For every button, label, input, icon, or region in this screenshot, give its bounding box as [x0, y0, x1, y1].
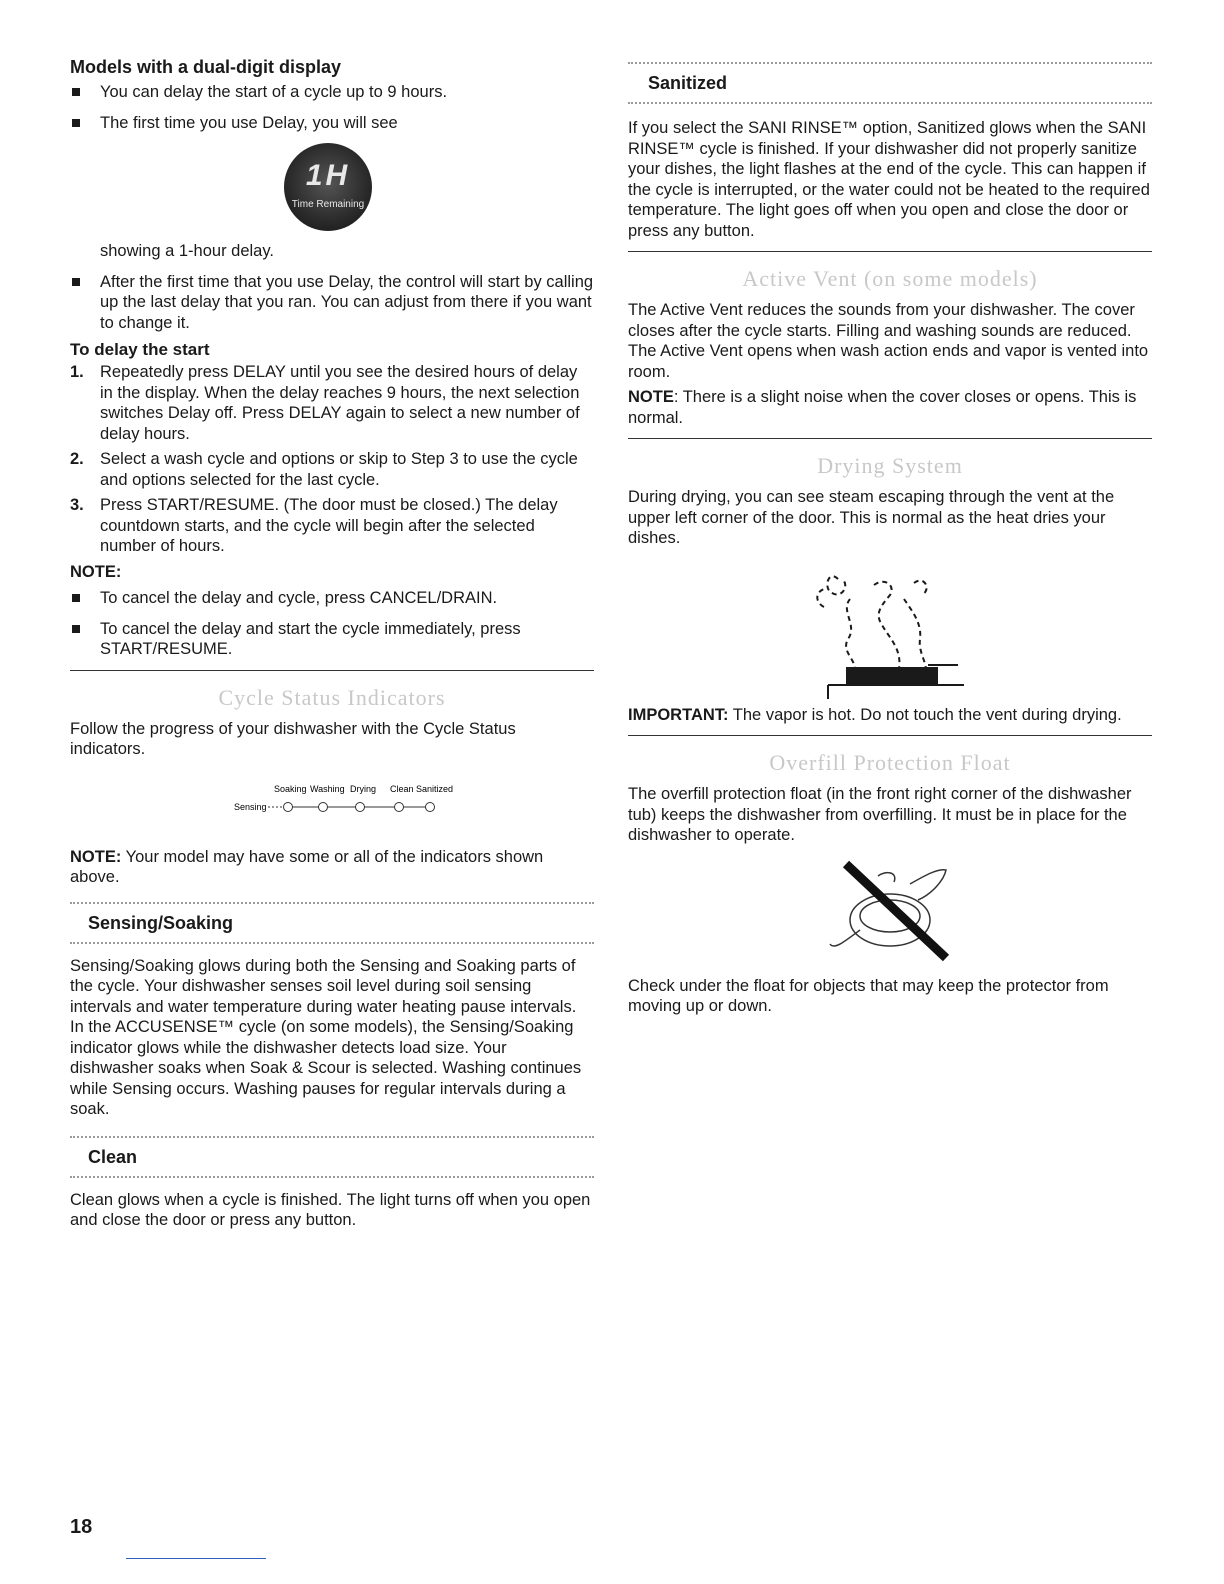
page-number: 18 — [70, 1516, 93, 1538]
indicator-label-sensing: Sensing — [234, 801, 267, 812]
sanitized-text: If you select the SANI RINSE™ option, Sanitized glows when the SANI RINSE™ cycle is finished. If your dishwasher did not properly sanitize your dishes, the light flashes at the end of the cycle. This can happen if the cycle is interrupted, or the water could not be heated to the required temperature. The light goes off when you open and close the door or press any button. — [628, 119, 1150, 240]
note-text: Your model may have some or all of the indicators shown above. — [70, 847, 544, 886]
important-label: IMPORTANT: — [628, 705, 729, 724]
list-item: To cancel the delay and cycle, press CANCEL/DRAIN. — [70, 588, 594, 609]
step-number: 3. — [70, 496, 84, 514]
left-column — [70, 56, 594, 1231]
step-number: 1. — [70, 363, 84, 381]
overfill-heading: Overfill Protection Float — [769, 750, 1011, 775]
no-float-blocking-icon — [628, 846, 1152, 974]
overfill-float-illustration — [628, 846, 1152, 974]
delay-display-icon — [284, 143, 372, 231]
list-item: After the first time that you use Delay, the control will start by calling up the last delay that you ran. You can adjust from there if you want to change it. — [70, 272, 594, 334]
note-label: NOTE: — [70, 847, 122, 866]
indicator-label-washing: Washing — [310, 783, 345, 794]
cycle-status-note — [70, 847, 594, 888]
indicator-label-soaking: Soaking — [274, 783, 307, 794]
indicator-label-clean: Clean — [390, 783, 414, 794]
active-vent-heading: Active Vent (on some models) — [742, 266, 1038, 291]
indicator-light-washing — [319, 802, 328, 811]
footer-line — [126, 1558, 266, 1559]
cycle-status-diagram — [70, 778, 594, 833]
step-text: Repeatedly press DELAY until you see the desired hours of delay in the display. When the delay reaches 9 hours, the next selection switches Delay off. Press DELAY again to select a new number of delay hours. — [100, 363, 580, 443]
indicator-label-drying: Drying — [350, 783, 377, 794]
section-divider — [628, 735, 1152, 736]
indicator-light-clean — [395, 802, 404, 811]
list-item: To cancel the delay and start the cycle immediately, press START/RESUME. — [70, 619, 594, 660]
step-text: Select a wash cycle and options or skip to Step 3 to use the cycle and options selected for the last cycle. — [100, 450, 578, 489]
step-number: 2. — [70, 450, 84, 468]
note-label: NOTE: — [70, 562, 122, 581]
important-text: The vapor is hot. Do not touch the vent during drying. — [728, 705, 1122, 724]
delay-start-heading: To delay the start — [70, 340, 210, 359]
important-note — [628, 705, 1152, 726]
sensing-soaking-text: Sensing/Soaking glows during both the Sensing and Soaking parts of the cycle. Your dishwasher senses soil level during soil sensing intervals and water temperature during water heating pause intervals. In the ACCUSENSE™ cycle (on some models), the Sensing/Soaking indicator glows while the dishwasher detects load size. Your dishwasher soaks when Soak & Scour is selected. Washing continues while Sensing occurs. Washing pauses for regular intervals during a soak. — [70, 956, 582, 1118]
note-text: : There is a slight noise when the cover closes or opens. This is normal. — [628, 388, 1137, 427]
sensing-soaking-heading: Sensing/Soaking — [88, 912, 234, 933]
section-divider — [628, 251, 1152, 252]
display-after-text: showing a 1-hour delay. — [100, 242, 274, 260]
step-text: Press START/RESUME. (The door must be closed.) The delay countdown starts, and the cycle will begin after the selected number of hours. — [100, 496, 558, 555]
step-item — [70, 495, 594, 557]
active-vent-note — [628, 387, 1152, 428]
section-divider — [70, 670, 594, 671]
dual-digit-list — [70, 82, 594, 133]
overfill-check-text: Check under the float for objects that may keep the protector from moving up or down. — [628, 976, 1109, 1015]
clean-heading: Clean — [88, 1146, 138, 1167]
right-column — [628, 62, 1152, 1017]
list-item: You can delay the start of a cycle up to 9 hours. — [70, 82, 594, 103]
clean-text: Clean glows when a cycle is finished. The light turns off when you open and close the door or press any button. — [70, 1190, 591, 1229]
display-digits: 1H — [305, 159, 351, 192]
note-list — [70, 588, 594, 660]
dual-digit-heading: Models with a dual-digit display — [70, 57, 342, 77]
subsection-divider — [70, 1176, 594, 1178]
cycle-status-heading: Cycle Status Indicators — [218, 684, 446, 710]
indicator-light-soaking — [284, 802, 293, 811]
subsection-divider — [628, 102, 1152, 104]
active-vent-text: The Active Vent reduces the sounds from your dishwasher. The cover closes after the cycle starts. Filling and washing sounds are reduced. The Active Vent opens when wash action ends and vapor is vented into room. — [628, 301, 1149, 381]
steam-icon — [628, 549, 1152, 699]
display-caption: Time Remaining — [291, 199, 365, 210]
status-indicator-graphic — [192, 778, 472, 828]
indicator-light-sanitized — [426, 802, 435, 811]
step-item — [70, 362, 594, 444]
section-divider — [628, 438, 1152, 439]
dual-digit-list-2 — [70, 272, 594, 334]
subsection-divider — [70, 942, 594, 944]
delay-steps — [70, 362, 594, 557]
sanitized-heading: Sanitized — [648, 73, 728, 93]
overfill-text: The overfill protection float (in the front right corner of the dishwasher tub) keeps the dishwasher from overfilling. It must be in place for the dishwasher to operate. — [628, 785, 1132, 844]
list-item: The first time you use Delay, you will see — [70, 113, 594, 134]
cycle-status-intro: Follow the progress of your dishwasher with the Cycle Status indicators. — [70, 719, 516, 758]
indicator-label-sanitized: Sanitized — [416, 783, 454, 794]
indicator-light-drying — [356, 802, 365, 811]
steam-vent-illustration — [628, 549, 1152, 699]
drying-system-heading: Drying System — [817, 453, 963, 478]
drying-system-text: During drying, you can see steam escaping through the vent at the upper left corner of the door. This is normal as the heat dries your dishes. — [628, 488, 1115, 547]
step-item — [70, 449, 594, 490]
note-label: NOTE — [628, 388, 674, 406]
